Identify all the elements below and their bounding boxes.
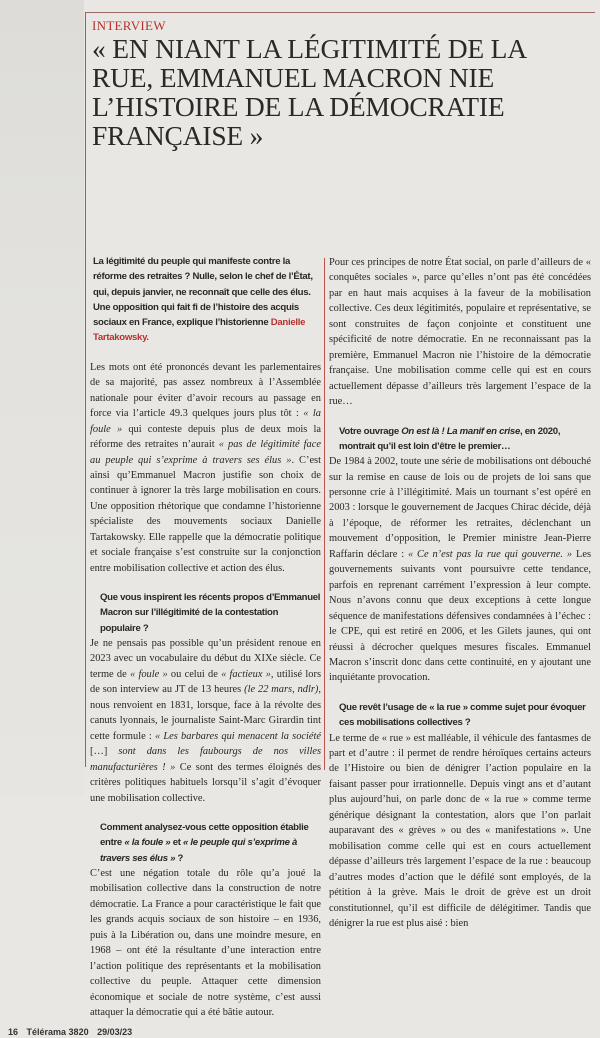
magazine-issue: Télérama 3820: [26, 1027, 89, 1038]
text-run: ?: [175, 852, 184, 864]
interview-question: [100, 590, 321, 636]
intro-text: La légitimité du peuple qui manifeste contre la réforme des retraites ? Nulle, selon le chef de l’État, qui, depuis janvier, ne reconnaît que celle des élus. Une opposition qui fait fi de l’histoire des acquis sociaux en France, explique l’historienne: [93, 256, 313, 329]
italic-run: (le 22 mars, ndlr): [244, 684, 319, 696]
article-title: « EN NIANT LA LÉGITIMITÉ DE LA RUE, EMMANUEL MACRON NIE L’HISTOIRE DE LA DÉMOCRATIE FRANÇAISE »: [92, 33, 526, 151]
left-accent-rule: [85, 12, 86, 767]
bleed-through-background: [0, 0, 84, 796]
text-run: De 1984 à 2002, toute une série de mobilisations ont débouché sur la remise en cause de lois ou de projets de loi sans que personne crie à l’illégitimité. Mais un tournant s’est opéré en 2003 : lorsque le gouvernement de Jacques Chirac décide, déjà à l’époque, de réformer les retraites, déclenchant un mouvement d’opposition, le Premier ministre Jean-Pierre Raffarin déclare :: [329, 456, 591, 560]
italic-run: « factieux »: [221, 668, 271, 680]
text-run: et: [170, 837, 183, 849]
italic-run: « le peuple qui s’exprime à travers ses élus »: [100, 837, 298, 864]
body-paragraph: [90, 360, 321, 576]
body-paragraph: [329, 255, 591, 410]
article-intro: [93, 254, 325, 346]
text-run: Que vous inspirent les récents propos d’Emmanuel Macron sur l’illégitimité de la contestation populaire ?: [100, 592, 321, 634]
left-column: [8, 254, 322, 1038]
page-footer: [8, 1026, 308, 1038]
body-paragraph: [90, 636, 321, 806]
italic-run: « la foule »: [124, 837, 171, 849]
interview-question: [339, 424, 591, 455]
interviewee-name: Danielle Tartakowsky.: [93, 317, 306, 344]
text-run: Le terme de « rue » est malléable, il véhicule des fantasmes de part et d’autre : il permet de rendre héroïques certains acteurs de l’Histoire ou bien de dénigrer l’action populaire en la faisant passer pour irrationnelle. Depuis vingt ans et d’autant plus aujourd’hui, on parle donc de « la rue » comme terme générique désignant la contestation, alors que l’on parlait auparavant des « grèves » ou des « manifestations ». Une mobilisation comme celle qui est en cours actuellement dépasse d’ailleurs très largement l’espace de la rue : beaucoup d’autres modes d’action que le défilé sont employés, de la pétition à la grève. Mais le droit de grève est un droit constitutionnel, qu’il est difficile de délégitimer. Tandis que dénigrer la rue est plus aisé : bien: [329, 732, 591, 929]
issue-date: 29/03/23: [97, 1027, 133, 1038]
text-run: Les gouvernements suivants vont poursuivre cette tendance, parfois en reprenant carrément l’expression à leur compte. Nous n’avons connu que deux exceptions à cette longue séquence de manifestations défensives condamnées à l’échec : le CPE, qui est retiré en 2006, et les Gilets jaunes, qui ont réussi à décrocher quelques mesures fiscales. Emmanuel Macron s’inscrit donc dans cette continuité, en y ajoutant une inquiétante provocation.: [329, 548, 591, 684]
body-paragraph: [90, 866, 321, 1021]
right-column: [329, 255, 591, 931]
text-run: Comment analysez-vous cette opposition établie entre: [100, 822, 309, 849]
text-run: […]: [90, 746, 119, 758]
italic-run: « Ce n’est pas la rue qui gouverne. »: [407, 548, 573, 560]
interview-question: [339, 700, 591, 731]
page-number: 16: [8, 1027, 19, 1038]
italic-run: sont dans les faubourgs de nos villes manufacturières ! »: [90, 746, 321, 773]
text-run: , en 2020, montrait qu’il est loin d’être le premier…: [339, 425, 561, 452]
text-run: Je ne pensais pas possible qu’un président renoue en 2023 avec un vocabulaire du début du XIXe siècle. Ce terme de: [90, 638, 321, 680]
body-paragraph: [329, 454, 591, 686]
text-run: , nous renvoient en 1831, lorsque, face à la révolte des canuts lyonnais, le journaliste Saint-Marc Girardin tint cette formule :: [90, 684, 321, 742]
text-run: . C’est ainsi qu’Emmanuel Macron justifie son choix de continuer à ignorer la très large mobilisation en cours. Une opposition rhétorique que condamne l’historienne spécialiste des mouvements sociaux Danielle Tartakowsky. Elle rappelle que la démocratie politique et sociale française s’est construite sur la conjonction entre mobilisation collective et action des élus.: [90, 454, 321, 574]
left-column-body: [90, 360, 321, 1021]
text-run: Votre ouvrage: [339, 425, 402, 437]
right-column-body: [329, 255, 591, 931]
text-run: , utilisé lors de son interview au JT de 13 heures: [90, 668, 321, 696]
text-run: qui conteste depuis plus de deux mois la réforme des retraites n’aurait: [90, 423, 322, 451]
text-run: Les mots ont été prononcés devant les parlementaires de sa majorité, pas assez nombreux à l’Assemblée nationale pour éviter d’avoir recours au passage en force via l’article 49.3 quelques jours plus tôt :: [90, 361, 321, 420]
italic-run: « pas de légitimité face au peuple qui s’exprime à travers ses élus »: [90, 439, 321, 466]
body-paragraph: [329, 731, 591, 932]
italic-run: « Les barbares qui menacent la société: [155, 730, 321, 742]
section-kicker: INTERVIEW: [92, 18, 166, 33]
text-run: Ce sont des termes éloignés des critères politiques habituels lorsqu’il s’agit d’évoquer une mobilisation collective.: [90, 761, 321, 804]
text-run: Pour ces principes de notre État social, on parle d’ailleurs de « conquêtes sociales », parce qu’elles n’ont pas été concédées par en haut mais acquises à la faveur de la mobilisation collective. Ces deux légitimités, populaire et représentative, se sont construites de façon conjointe et constituent une spécificité de notre démocratie. En ne reconnaissant pas la première, Emmanuel Macron nie l’histoire de la démocratie française. Une mobilisation comme celle qui est en cours actuellement dépasse d’ailleurs très largement l’espace de la rue…: [329, 257, 591, 408]
header-rule: [85, 12, 595, 13]
text-run: C’est une négation totale du rôle qu’a joué la mobilisation collective dans la construction de notre démocratie. La France a pour caractéristique le fait que les grands acquis sociaux de son histoire – en 1936, puis à la Libération ou, dans une moindre mesure, en 1968 – ont été la résultante d’une interaction entre l’action politique des représentants et la mobilisation collective du peuple. Attaquer cette dimension économique et sociale de notre système, c’est aussi attaquer la démocratie qui a été bâtie autour.: [90, 867, 321, 1018]
italic-run: On est là ! La manif en crise: [401, 425, 520, 437]
text-run: Que revêt l’usage de « la rue » comme sujet pour évoquer ces mobilisations collectives ?: [339, 701, 586, 729]
text-run: ou celui de: [167, 668, 222, 680]
interview-question: [100, 820, 321, 866]
italic-run: « foule »: [129, 668, 168, 680]
italic-run: « la foule »: [90, 408, 321, 435]
